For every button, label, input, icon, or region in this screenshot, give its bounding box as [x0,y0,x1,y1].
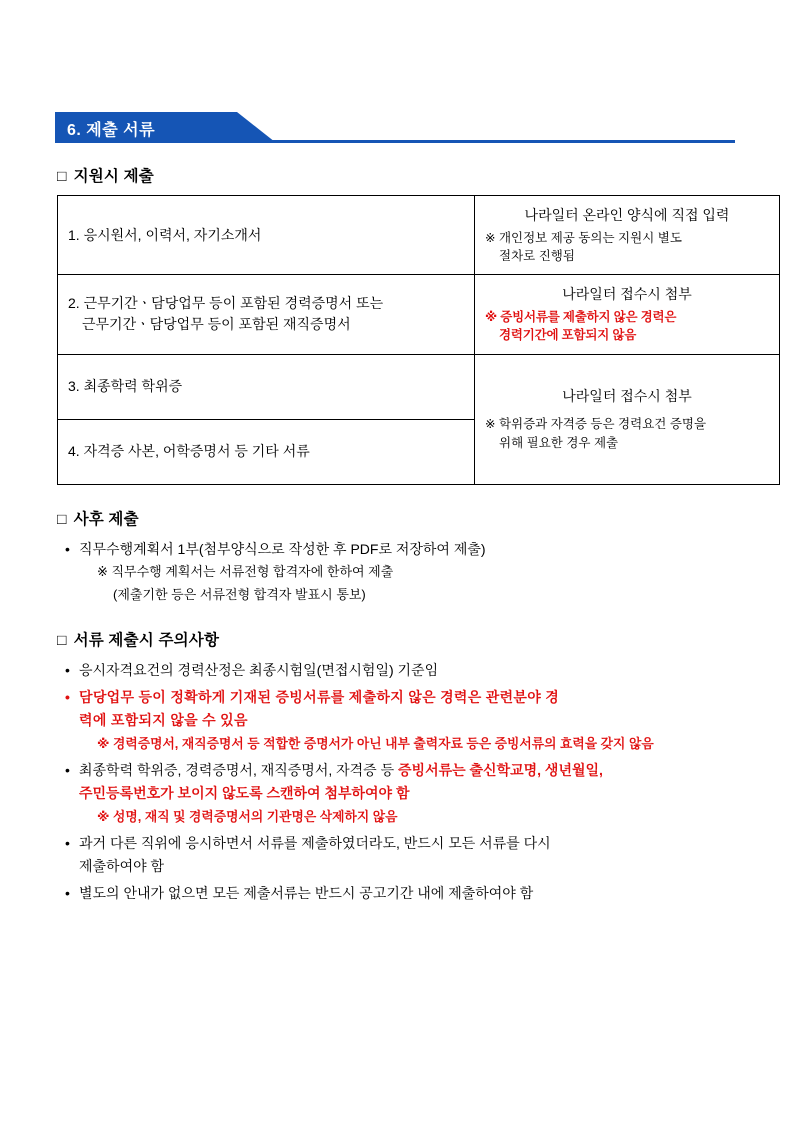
heading-apply-submission [57,164,735,186]
section-banner [55,112,275,142]
post-item-1: 직무수행계획서 1부(첨부양식으로 작성한 후 PDF로 저장하여 제출) [79,540,486,557]
method-main-1: 나라일터 온라인 양식에 직접 입력 [524,207,730,223]
list-item [63,686,735,754]
heading-cautions-label: 서류 제출시 주의사항 [73,631,220,649]
method-note-2: ※ 증빙서류를 제출하지 않은 경력은 [485,310,677,325]
table-cell-document-2 [58,275,475,354]
heading-post-label: 사후 제출 [73,510,139,528]
checkbox-glyph-apply: □ [57,168,67,185]
method-note-2b: 경력기간에 포함되지 않음 [499,328,637,343]
list-item [63,538,735,606]
table-row [58,275,780,354]
section-title: 6. 제출 서류 [67,122,156,139]
heading-cautions [57,628,735,650]
caution-item-5: 별도의 안내가 없으면 모든 제출서류는 반드시 공고기간 내에 제출하여야 함 [79,885,534,902]
caution-item-1: 응시자격요건의 경력산정은 최종시험일(면접시험일) 기준임 [79,661,439,678]
method-main-3: 나라일터 접수시 첨부 [562,388,692,405]
checkbox-glyph-post: □ [57,510,67,528]
caution-item-3-note: ※ 성명, 재직 및 경력증명서의 기관명은 삭제하지 않음 [97,808,398,824]
table-cell-document-1: 1. 응시원서, 이력서, 자기소개서 [58,196,475,275]
post-note-1: ※ 직무수행 계획서는 서류전형 합격자에 한하여 제출 [97,564,394,580]
submission-documents-table [57,195,780,485]
table-cell-document-4: 4. 자격증 사본, 어학증명서 등 기타 서류 [58,419,475,484]
banner-underline [55,140,735,143]
table-cell-document-3: 3. 최종학력 학위증 [58,354,475,419]
caution-item-2-line2: 력에 포함되지 않을 수 있음 [79,712,248,729]
list-item [63,659,735,682]
list-item [63,882,735,905]
caution-item-3-line2: 주민등록번호가 보이지 않도록 스캔하여 첨부하여야 함 [79,784,410,801]
heading-post-submission [57,507,735,529]
table-row [58,196,780,275]
heading-apply-label: 지원시 제출 [73,168,154,185]
caution-item-3-red: 증빙서류는 출신학교명, 생년월일, [398,762,603,779]
list-item [63,759,735,827]
table-cell-method-1 [475,196,780,275]
caution-item-4-line1: 과거 다른 직위에 응시하면서 서류를 제출하였더라도, 반드시 모든 서류를 다시 [79,835,551,852]
method-note-3: ※ 학위증과 자격증 등은 경력요건 증명을 [485,417,707,432]
method-note-1b: 절차로 진행됨 [499,249,575,264]
method-note-1: ※ 개인정보 제공 동의는 지원시 별도 [485,231,682,245]
caution-item-4-line2: 제출하여야 함 [79,857,165,874]
document-2-line2: 근무기간ㆍ담당업무 등이 포함된 재직증명서 [82,316,351,333]
caution-item-2-line1: 담당업무 등이 정확하게 기재된 증빙서류를 제출하지 않은 경력은 관련분야 경 [79,689,560,706]
list-item [63,832,735,877]
document-2-line1: 2. 근무기간ㆍ담당업무 등이 포함된 경력증명서 또는 [68,295,384,312]
table-row [58,354,780,419]
method-note-3b: 위해 필요한 경우 제출 [499,435,619,450]
checkbox-glyph-cautions: □ [57,631,67,649]
cautions-list [63,659,735,905]
caution-item-3-black: 최종학력 학위증, 경력증명서, 재직증명서, 자격증 등 [79,762,399,779]
table-cell-method-3 [475,354,780,484]
table-cell-method-2 [475,275,780,354]
caution-item-2-note: ※ 경력증명서, 재직증명서 등 적합한 증명서가 아닌 내부 출력자료 등은 증빙서류의 효력을 갖지 않음 [97,735,654,751]
post-note-2: (제출기한 등은 서류전형 합격자 발표시 통보) [113,586,366,602]
post-submission-list [63,538,735,606]
method-main-2: 나라일터 접수시 첨부 [562,286,692,303]
